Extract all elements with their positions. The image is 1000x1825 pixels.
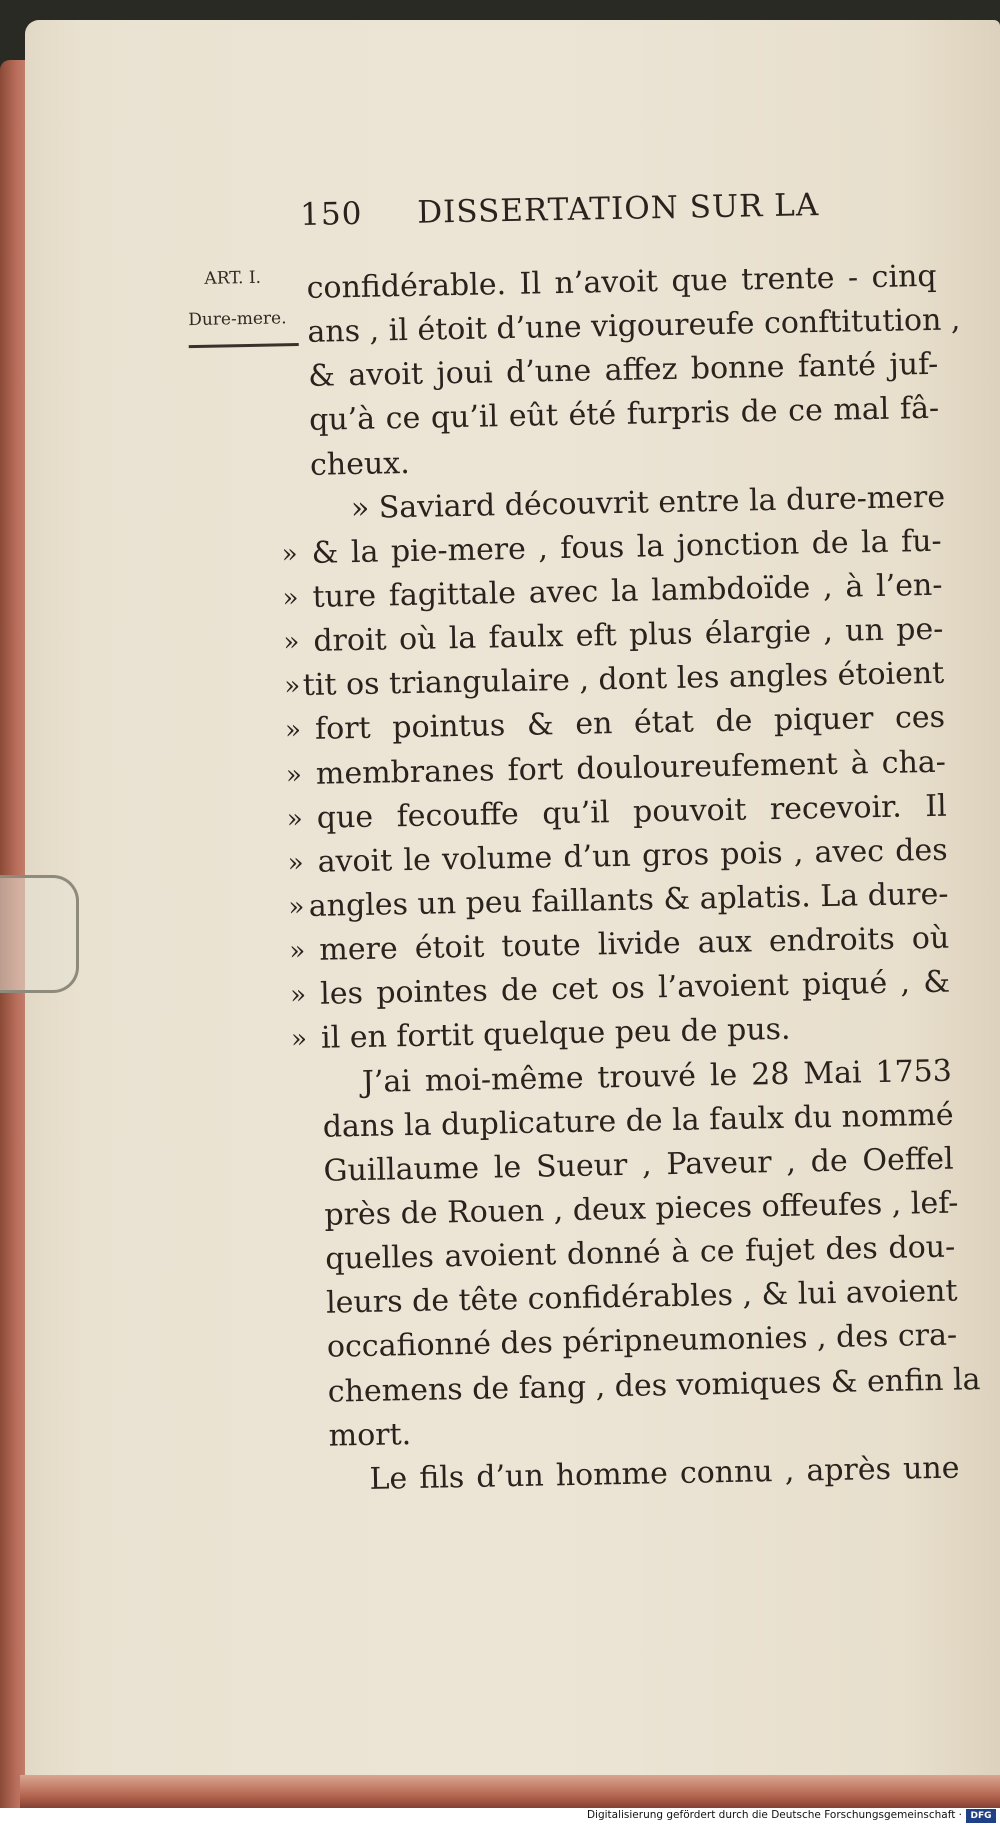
quotation-mark: » [283,627,300,658]
text-line-content: qu’à ce qu’il eût été furpris de ce mal fâ- [308,391,940,439]
text-line-content: confidérable. Il n’avoit que trente - cinq [306,258,937,306]
text-line-content: cheux. [309,445,411,483]
text-line-content: fort pointus & en état de piquer ces [314,700,946,748]
quotation-mark: » [285,759,303,790]
quotation-mark: » [287,847,304,879]
text-line-content: J’ai moi-même trouvé le 28 Mai 1753 [361,1053,953,1100]
page-number: 150 [299,195,363,233]
quotation-mark: » [288,892,305,923]
text-line-content: quelles avoient donné à ce fujet des dou- [324,1229,956,1277]
text-line-content: & la pie-mere , fous la jonction de la fu- [311,523,942,571]
quotation-mark: » [281,538,298,570]
margin-note-rule [189,343,299,348]
text-line-content: près de Rouen , deux pieces offeufes , lef- [324,1185,959,1233]
quotation-mark: » [284,671,301,702]
text-line-content: Le fils d’un homme connu , après une [369,1450,960,1497]
margin-note-topic: Dure-mere. [188,308,287,331]
text-line-content: » Saviard découvrit entre la dure-mere [350,479,946,526]
text-line-content: dans la duplicature de la faulx du nommé [322,1097,954,1145]
text-line-content: leurs de tête confidérables , & lui avoient [325,1273,958,1321]
quotation-mark: » [286,803,304,835]
text-line-content: avoit le volume d’un gros pois , avec des [317,832,948,880]
text-line-content: les pointes de cet os l’avoient piqué , & [319,964,951,1012]
text-line-content: droit où la faulx eft plus élargie , un pe- [313,611,944,659]
running-head-title: DISSERTATION SUR LA [416,187,820,231]
text-line-content: angles un peu faillants & aplatis. La dure- [308,876,949,924]
body-text [281,255,981,1503]
quotation-mark: » [290,1024,308,1055]
running-header [300,187,820,233]
text-line-content: tit os triangulaire , dont les angles étoient [302,655,945,704]
text-line-content: il en fortit quelque peu de pus. [320,1012,791,1057]
text-line-content: membranes fort douloureufement à cha- [315,744,947,792]
book-bottom-edge [20,1775,1000,1810]
quotation-mark: » [289,936,306,967]
text-line-content: mere étoit toute livide aux endroits où [319,920,950,968]
text-line-content: ture fagittale avec la lambdoïde , à l’en- [312,567,943,615]
text-line-content: & avoit joui d’une affez bonne fanté juf- [308,347,939,395]
text-line-content: Guillaume le Sueur , Paveur , de Oeffel [323,1141,954,1189]
margin-note-article: ART. I. [204,267,262,289]
quotation-mark: » [282,583,299,614]
quotation-mark: » [289,980,307,1011]
text-line-content: mort. [328,1416,412,1454]
quotation-mark: » [284,715,302,746]
digitization-credit: Digitalisierung gefördert durch die Deutsche Forschungsgemeinschaft · [586,1809,962,1821]
text-line-content: que fecouffe qu’il pouvoit recevoir. Il [316,788,948,836]
text-line-content: ans , il étoit d’une vigoureufe conftitution , [307,302,961,351]
text-line-content: occafionné des péripneumonies , des cra- [326,1317,958,1366]
text-line-content: chemens de fang , des vomiques & enfin la [327,1361,981,1410]
dfg-logo: DFG [966,1809,996,1823]
